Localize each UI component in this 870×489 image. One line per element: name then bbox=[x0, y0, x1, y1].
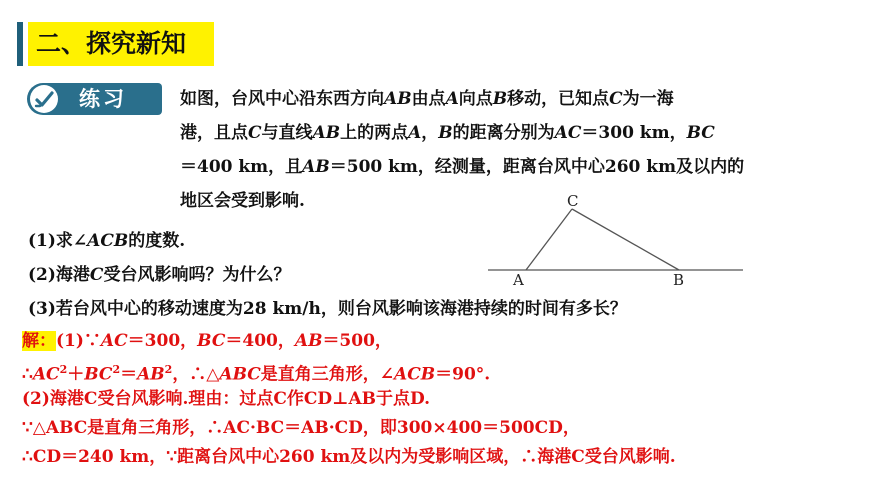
solution-line-2: $\therefore AC^2+BC^2=AB^2$，∴△ABC是直角三角形，∠ACB＝90°. bbox=[22, 363, 491, 385]
section-title: 二、探究新知 bbox=[28, 22, 214, 66]
question-3: (3)若台风中心的移动速度为28 km/h，则台风影响该海港持续的时间有多长？ bbox=[28, 299, 627, 319]
problem-line-1: 如图，台风中心沿东西方向AB由点A向点B移动，已知点C为一海 bbox=[180, 89, 674, 109]
problem-line-4: 地区会受到影响. bbox=[180, 191, 305, 211]
segment-bc bbox=[572, 209, 679, 270]
section-accent-bar bbox=[17, 22, 23, 66]
solution-line-1: 解：(1)∵AC＝300，BC＝400，AB＝500， bbox=[22, 331, 392, 351]
problem-line-3: ＝400 km，且AB＝500 km，经测量，距离台风中心260 km及以内的 bbox=[180, 157, 745, 177]
solution-line-5: ∴CD＝240 km，∵距离台风中心260 km及以内为受影响区域，∴海港C受台风影响. bbox=[22, 447, 676, 467]
badge-label: 练习 bbox=[79, 87, 127, 111]
question-1: (1)求∠ACB的度数. bbox=[28, 231, 186, 251]
solution-label: 解： bbox=[22, 331, 56, 351]
triangle-figure bbox=[485, 190, 750, 286]
pencil-icon bbox=[30, 85, 58, 113]
solution-line-3: (2)海港C受台风影响.理由：过点C作CD⊥AB于点D. bbox=[22, 389, 431, 409]
label-c: C bbox=[567, 192, 579, 210]
label-a: A bbox=[513, 271, 524, 286]
problem-line-2: 港，且点C与直线AB上的两点A，B的距离分别为AC＝300 km，BC bbox=[180, 123, 715, 143]
segment-ac bbox=[526, 209, 572, 270]
question-2: (2)海港C受台风影响吗？为什么？ bbox=[28, 265, 291, 285]
exercise-badge bbox=[27, 83, 162, 115]
solution-line-4: ∵△ABC是直角三角形，∴AC·BC＝AB·CD，即300×400＝500CD， bbox=[22, 418, 580, 438]
label-b: B bbox=[673, 271, 685, 286]
